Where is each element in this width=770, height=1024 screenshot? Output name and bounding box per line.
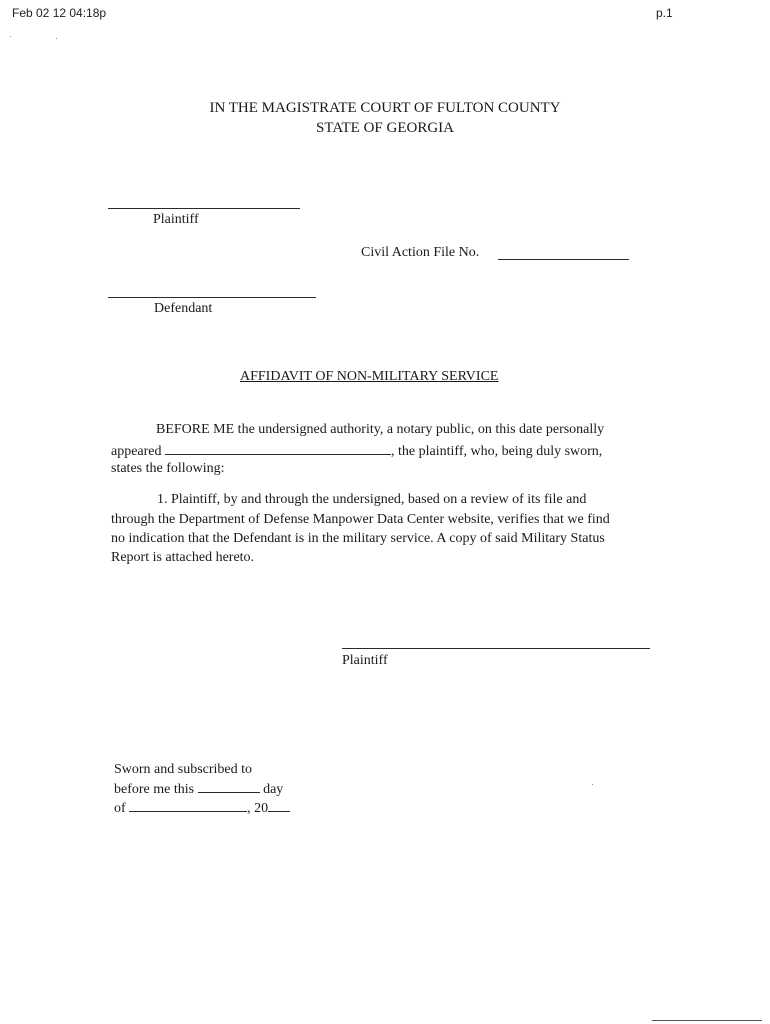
notary-day-blank (198, 780, 260, 793)
paragraph-2-line-3: no indication that the Defendant is in the military service. A copy of said Military Status (111, 531, 605, 546)
defendant-label: Defendant (154, 301, 213, 316)
affiant-role-text: , the plaintiff, who, being duly sworn, (391, 444, 603, 459)
court-name: IN THE MAGISTRATE COURT OF FULTON COUNTY (209, 100, 561, 116)
scan-speck (10, 36, 11, 37)
notary-line-2 (114, 780, 283, 798)
notary-line-1: Sworn and subscribed to (114, 762, 253, 777)
notary-this-text: before me this (114, 782, 195, 797)
notary-year-blank (268, 799, 290, 812)
paragraph-1-line-3: states the following: (111, 461, 225, 476)
paragraph-2-line-1: 1. Plaintiff, by and through the undersigned, based on a review of its file and (157, 492, 587, 507)
paragraph-2-line-2: through the Department of Defense Manpower Data Center website, verifies that we find (111, 512, 610, 527)
notary-line-3 (114, 799, 290, 817)
notary-of-text: of (114, 801, 126, 816)
signature-label: Plaintiff (342, 653, 388, 668)
plaintiff-label: Plaintiff (153, 212, 199, 227)
fax-page-number: p.1 (656, 6, 673, 20)
civil-action-number-line (498, 259, 629, 260)
court-state: STATE OF GEORGIA (316, 120, 454, 136)
notary-year-text: , 20 (247, 801, 269, 816)
affiant-name-blank (165, 442, 391, 455)
document-title: AFFIDAVIT OF NON-MILITARY SERVICE (240, 369, 499, 384)
notary-day-text: day (263, 782, 284, 797)
scan-edge-mark (652, 1020, 762, 1021)
plaintiff-name-line (108, 208, 300, 209)
scan-speck (592, 784, 593, 785)
notary-month-blank (129, 799, 247, 812)
paragraph-1-line-1: BEFORE ME the undersigned authority, a notary public, on this date personally (156, 422, 605, 437)
defendant-name-line (108, 297, 316, 298)
paragraph-1-line-2 (111, 442, 602, 460)
signature-line (342, 648, 650, 649)
fax-timestamp: Feb 02 12 04:18p (12, 6, 107, 20)
scan-speck (56, 38, 57, 39)
paragraph-2-line-4: Report is attached hereto. (111, 550, 255, 565)
civil-action-label: Civil Action File No. (361, 245, 480, 260)
appeared-text: appeared (111, 444, 162, 459)
